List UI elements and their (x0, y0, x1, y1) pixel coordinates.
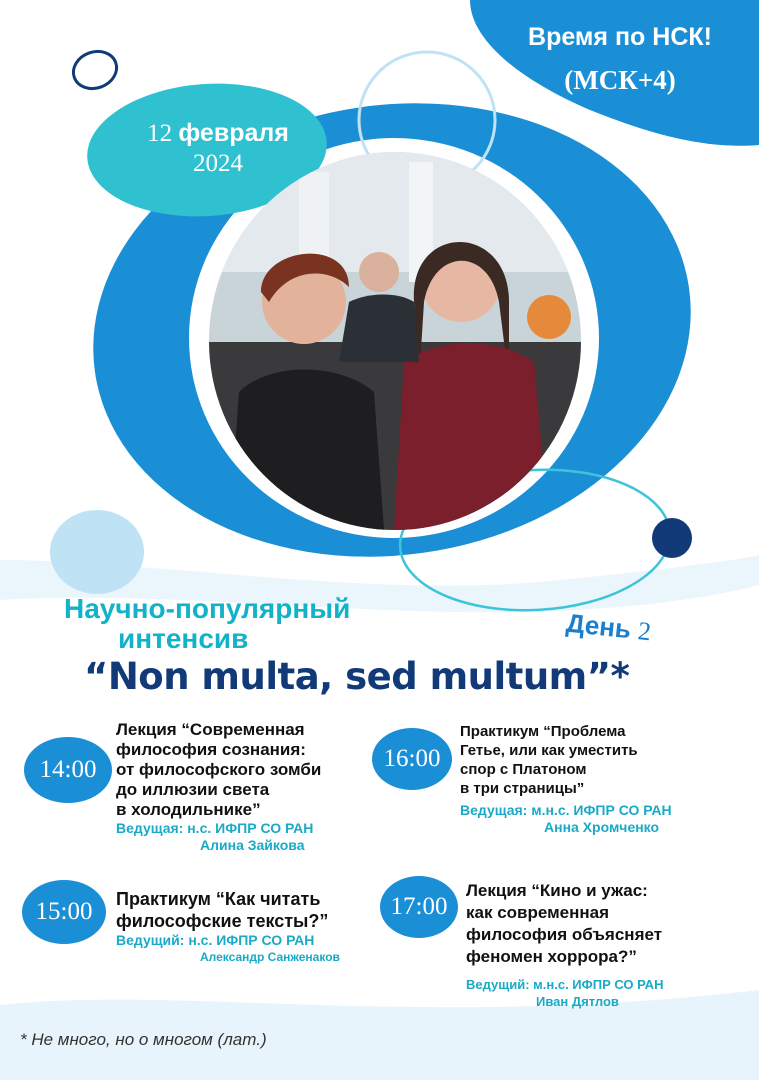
event1-title-line: в холодильнике” (116, 800, 261, 819)
light-blue-blob-left (50, 510, 144, 594)
event4-time-badge (380, 876, 458, 938)
event1-details (116, 720, 376, 854)
event3-lead-role: Ведущий: н.с. ИФПР СО РАН (116, 932, 315, 948)
title-line2: интенсив (118, 623, 249, 654)
event4-title-line: Лекция “Кино и ужас: (466, 881, 648, 900)
event1-lead-role: Ведущая: н.с. ИФПР СО РАН (116, 820, 314, 836)
motto: “Non multa, sed multum”* (84, 655, 630, 698)
event1-time-badge (24, 737, 112, 803)
timezone-line1: Время по НСК! (528, 23, 712, 51)
event4-details (466, 880, 746, 1010)
event4-title-line: феномен хоррора?” (466, 947, 637, 966)
event4-title-line: философия объясняет (466, 925, 663, 944)
timezone-line2: (МСК+4) (564, 65, 676, 95)
event2-time-badge (372, 728, 452, 790)
date-month: февраля (178, 119, 289, 147)
orange-chair (527, 295, 571, 339)
person-back-head (359, 252, 399, 292)
event3-lead-name: Александр Санженаков (200, 950, 340, 964)
date-day: 12 (147, 120, 173, 147)
navy-ring-small (68, 46, 122, 95)
day-number: 2 (636, 616, 653, 647)
day-word: День (564, 607, 633, 645)
person-back-body (339, 295, 419, 363)
title-line1: Научно-популярный (64, 593, 351, 624)
photo-illustration (209, 152, 581, 530)
event3-title-line: Практикум “Как читать (116, 889, 321, 909)
event4-lead-name: Иван Дятлов (536, 994, 619, 1009)
event3-time: 15:00 (35, 898, 93, 925)
event2-title-line: в три страницы” (460, 780, 585, 797)
event-date (118, 118, 318, 179)
footnote: * Не много, но о многом (лат.) (20, 1030, 267, 1049)
event4-lead-role: Ведущий: м.н.с. ИФПР СО РАН (466, 977, 664, 992)
event1-title-line: Лекция “Современная (116, 720, 305, 739)
event2-title-line: спор с Платоном (460, 761, 587, 778)
event2-lead-role: Ведущая: м.н.с. ИФПР СО РАН (460, 802, 672, 818)
event2-title-line: Практикум “Проблема (460, 723, 626, 740)
date-year: 2024 (193, 150, 243, 177)
event1-time: 14:00 (39, 756, 97, 783)
event-photo (209, 152, 581, 530)
event2-title-line: Гетье, или как уместить (460, 742, 638, 759)
event2-details (460, 722, 750, 836)
event2-time: 16:00 (383, 745, 441, 772)
event2-lead-name: Анна Хромченко (544, 819, 660, 835)
event3-details (116, 888, 376, 966)
event1-lead-name: Алина Зайкова (200, 837, 305, 853)
event1-title-line: от философского зомби (116, 760, 322, 779)
event4-time: 17:00 (390, 893, 448, 920)
event1-title-line: до иллюзии света (116, 780, 270, 799)
event3-time-badge (22, 880, 106, 944)
event1-title-line: философия сознания: (116, 740, 306, 759)
timezone-note (500, 22, 740, 98)
event4-title-line: как современная (466, 903, 610, 922)
event3-title-line: философские тексты?” (116, 911, 329, 931)
navy-dot-right (652, 518, 692, 558)
